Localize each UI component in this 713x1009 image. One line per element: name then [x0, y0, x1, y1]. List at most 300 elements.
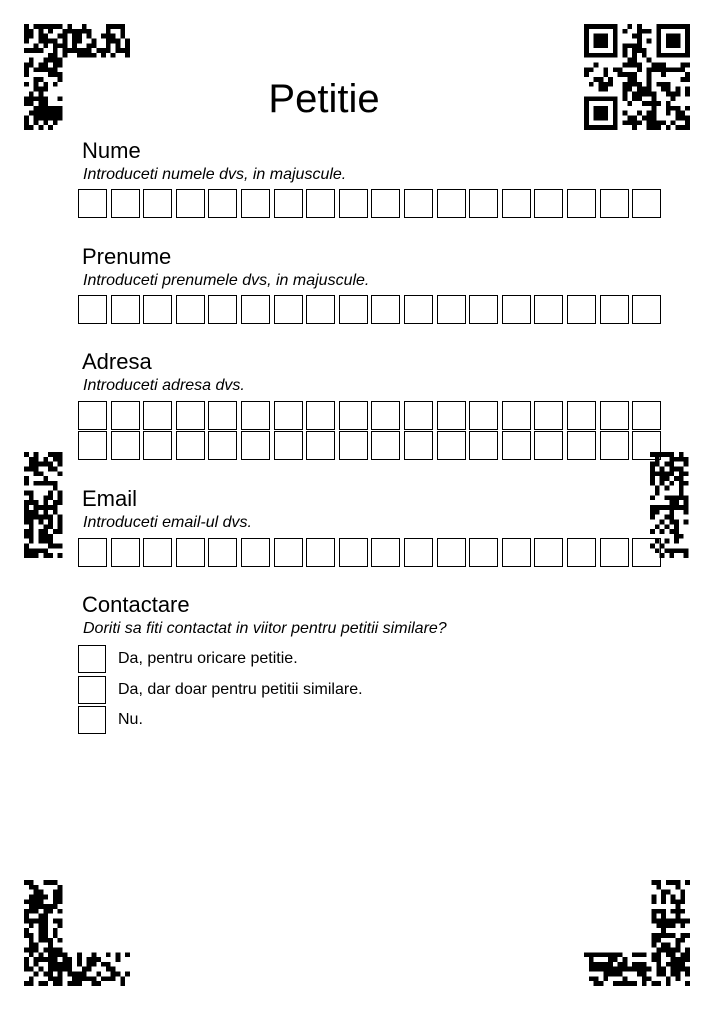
mark-module — [53, 67, 58, 72]
mark-module — [685, 87, 690, 92]
character-box[interactable] — [306, 401, 335, 430]
mark-module — [676, 943, 681, 948]
character-box[interactable] — [241, 189, 270, 218]
character-box[interactable] — [371, 431, 400, 460]
mark-module — [38, 34, 43, 39]
character-box[interactable] — [469, 189, 498, 218]
mark-module — [685, 952, 690, 957]
mark-module — [38, 529, 43, 534]
mark-module — [111, 976, 116, 981]
mark-module — [43, 914, 48, 919]
character-box[interactable] — [371, 189, 400, 218]
mark-module — [82, 976, 87, 981]
mark-module — [106, 48, 111, 53]
character-box[interactable] — [176, 538, 205, 567]
mark-module — [58, 24, 63, 29]
mark-module — [43, 524, 48, 529]
character-box[interactable] — [339, 538, 368, 567]
character-box[interactable] — [208, 431, 237, 460]
mark-module — [679, 466, 684, 471]
mark-module — [651, 106, 656, 111]
mark-module — [656, 938, 661, 943]
mark-module — [67, 957, 72, 962]
character-box[interactable] — [502, 401, 531, 430]
mark-module — [589, 962, 594, 967]
mark-module — [651, 111, 656, 116]
character-box[interactable] — [534, 401, 563, 430]
character-box[interactable] — [632, 431, 661, 460]
mark-module — [666, 106, 671, 111]
mark-module — [53, 890, 58, 895]
mark-module — [632, 58, 637, 63]
mark-module — [603, 67, 608, 72]
mark-module — [664, 548, 669, 553]
mark-module — [58, 452, 63, 457]
mark-module — [53, 957, 58, 962]
character-box[interactable] — [404, 431, 433, 460]
mark-module — [664, 539, 669, 544]
mark-module — [34, 919, 39, 924]
mark-module — [43, 510, 48, 515]
mark-module — [91, 952, 96, 957]
mark-module — [671, 923, 676, 928]
mark-module — [48, 962, 53, 967]
mark-module — [671, 947, 676, 952]
mark-module — [101, 976, 106, 981]
checkbox[interactable] — [78, 645, 106, 673]
mark-module — [111, 34, 116, 39]
character-box[interactable] — [241, 538, 270, 567]
mark-module — [58, 462, 63, 467]
contact-option-similar[interactable] — [78, 675, 363, 704]
mark-module — [603, 976, 608, 981]
character-box[interactable] — [111, 295, 140, 324]
character-box[interactable] — [274, 538, 303, 567]
mark-module — [584, 67, 589, 72]
mark-module — [82, 29, 87, 34]
checkbox[interactable] — [78, 706, 106, 734]
character-box[interactable] — [339, 189, 368, 218]
email-input-boxes[interactable] — [78, 538, 661, 567]
mark-module — [679, 457, 684, 462]
mark-module — [29, 938, 34, 943]
mark-module — [34, 899, 39, 904]
mark-module — [650, 471, 655, 476]
mark-module — [623, 957, 628, 962]
mark-module — [48, 462, 53, 467]
character-box[interactable] — [404, 295, 433, 324]
character-box[interactable] — [567, 295, 596, 324]
mark-module — [91, 38, 96, 43]
checkbox[interactable] — [78, 676, 106, 704]
character-box[interactable] — [176, 401, 205, 430]
mark-module — [43, 947, 48, 952]
mark-module — [116, 952, 121, 957]
character-box[interactable] — [437, 538, 466, 567]
mark-module — [627, 967, 632, 972]
mark-module — [650, 510, 655, 515]
mark-module — [48, 544, 53, 549]
character-box[interactable] — [437, 189, 466, 218]
mark-module — [63, 48, 68, 53]
mark-module — [38, 67, 43, 72]
mark-module — [38, 890, 43, 895]
mark-module — [106, 962, 111, 967]
character-box[interactable] — [339, 295, 368, 324]
mark-module — [29, 553, 34, 558]
mark-module — [77, 48, 82, 53]
character-box[interactable] — [274, 401, 303, 430]
mark-module — [650, 515, 655, 520]
mark-module — [594, 981, 599, 986]
adresa-input-boxes-line-2[interactable] — [78, 431, 661, 460]
mark-module — [679, 491, 684, 496]
mark-module — [637, 967, 642, 972]
character-box[interactable] — [78, 431, 107, 460]
mark-module — [656, 923, 661, 928]
mark-module — [53, 24, 58, 29]
mark-module — [29, 125, 34, 130]
mark-module — [63, 957, 68, 962]
character-box[interactable] — [208, 401, 237, 430]
mark-module — [680, 111, 685, 116]
mark-module — [43, 539, 48, 544]
mark-module — [34, 471, 39, 476]
mark-module — [623, 976, 628, 981]
character-box[interactable] — [600, 431, 629, 460]
mark-module — [651, 96, 656, 101]
mark-module — [125, 53, 130, 58]
mark-module — [660, 481, 665, 486]
mark-module — [674, 500, 679, 505]
mark-module — [685, 72, 690, 77]
mark-module — [29, 48, 34, 53]
character-box[interactable] — [208, 189, 237, 218]
mark-module — [38, 48, 43, 53]
mark-module — [53, 981, 58, 986]
character-box[interactable] — [534, 538, 563, 567]
mark-module — [43, 923, 48, 928]
mark-module — [679, 476, 684, 481]
mark-module — [650, 481, 655, 486]
mark-module — [125, 48, 130, 53]
character-box[interactable] — [371, 295, 400, 324]
mark-module — [48, 938, 53, 943]
mark-module — [48, 524, 53, 529]
character-box[interactable] — [371, 401, 400, 430]
mark-module — [664, 476, 669, 481]
character-box[interactable] — [404, 189, 433, 218]
character-box[interactable] — [469, 538, 498, 567]
character-box[interactable] — [111, 189, 140, 218]
mark-module — [656, 885, 661, 890]
mark-module — [669, 515, 674, 520]
mark-module — [666, 34, 680, 48]
mark-module — [685, 967, 690, 972]
mark-module — [72, 972, 77, 977]
mark-module — [38, 24, 43, 29]
mark-module — [651, 120, 656, 125]
contact-option-label: Nu. — [118, 710, 143, 728]
character-box[interactable] — [274, 295, 303, 324]
mark-module — [642, 48, 647, 53]
mark-module — [96, 957, 101, 962]
mark-module — [671, 962, 676, 967]
mark-module — [53, 976, 58, 981]
mark-module — [58, 544, 63, 549]
mark-module — [676, 938, 681, 943]
mark-module — [623, 962, 628, 967]
character-box[interactable] — [632, 538, 661, 567]
mark-module — [63, 43, 68, 48]
character-box[interactable] — [111, 401, 140, 430]
mark-module — [676, 885, 681, 890]
mark-module — [53, 500, 58, 505]
mark-module — [53, 481, 58, 486]
mark-module — [87, 43, 92, 48]
character-box[interactable] — [274, 431, 303, 460]
mark-module — [685, 106, 690, 111]
mark-module — [680, 67, 685, 72]
character-box[interactable] — [600, 401, 629, 430]
mark-module — [82, 24, 87, 29]
mark-module — [679, 495, 684, 500]
character-box[interactable] — [78, 189, 107, 218]
mark-module — [684, 505, 689, 510]
mark-module — [38, 904, 43, 909]
mark-module — [77, 952, 82, 957]
character-box[interactable] — [567, 189, 596, 218]
mark-module — [63, 38, 68, 43]
mark-module — [53, 967, 58, 972]
character-box[interactable] — [143, 538, 172, 567]
mark-module — [29, 63, 34, 68]
mark-module — [43, 894, 48, 899]
mark-module — [651, 914, 656, 919]
section-label-nume: Nume — [82, 138, 141, 163]
mark-module — [72, 981, 77, 986]
mark-module — [598, 952, 603, 957]
mark-module — [651, 91, 656, 96]
character-box[interactable] — [632, 189, 661, 218]
mark-module — [38, 38, 43, 43]
character-box[interactable] — [339, 431, 368, 460]
mark-module — [685, 120, 690, 125]
character-box[interactable] — [143, 189, 172, 218]
mark-module — [43, 981, 48, 986]
character-box[interactable] — [306, 295, 335, 324]
character-box[interactable] — [143, 401, 172, 430]
mark-module — [680, 894, 685, 899]
character-box[interactable] — [600, 189, 629, 218]
character-box[interactable] — [567, 538, 596, 567]
character-box[interactable] — [78, 401, 107, 430]
mark-module — [666, 947, 671, 952]
character-box[interactable] — [534, 295, 563, 324]
character-box[interactable] — [600, 538, 629, 567]
mark-module — [53, 486, 58, 491]
mark-module — [656, 952, 661, 957]
mark-module — [67, 48, 72, 53]
character-box[interactable] — [469, 431, 498, 460]
character-box[interactable] — [437, 401, 466, 430]
character-box[interactable] — [143, 295, 172, 324]
page-title: Petitie — [268, 77, 380, 121]
mark-module — [87, 29, 92, 34]
mark-module — [656, 947, 661, 952]
mark-module — [660, 471, 665, 476]
mark-module — [72, 29, 77, 34]
mark-module — [661, 923, 666, 928]
mark-module — [684, 481, 689, 486]
character-box[interactable] — [208, 295, 237, 324]
character-box[interactable] — [437, 431, 466, 460]
mark-module — [58, 553, 63, 558]
mark-module — [29, 524, 34, 529]
mark-module — [24, 947, 29, 952]
mark-module — [34, 943, 39, 948]
mark-module — [666, 952, 671, 957]
mark-module — [676, 909, 681, 914]
mark-module — [651, 909, 656, 914]
mark-module — [680, 899, 685, 904]
mark-module — [680, 952, 685, 957]
character-box[interactable] — [306, 189, 335, 218]
mark-module — [613, 967, 618, 972]
character-box[interactable] — [469, 295, 498, 324]
mark-module — [58, 890, 63, 895]
mark-module — [632, 43, 637, 48]
mark-module — [29, 943, 34, 948]
section-instruction-email: Introduceti email-ul dvs. — [83, 514, 252, 531]
prenume-input-boxes[interactable] — [78, 295, 661, 324]
mark-module — [632, 967, 637, 972]
mark-module — [680, 933, 685, 938]
character-box[interactable] — [306, 538, 335, 567]
mark-module — [24, 553, 29, 558]
adresa-input-boxes-line-1[interactable] — [78, 401, 661, 430]
character-box[interactable] — [567, 431, 596, 460]
character-box[interactable] — [176, 431, 205, 460]
mark-module — [680, 957, 685, 962]
character-box[interactable] — [632, 401, 661, 430]
mark-module — [43, 500, 48, 505]
mark-module — [87, 967, 92, 972]
section-label-contactare: Contactare — [82, 592, 190, 617]
character-box[interactable] — [567, 401, 596, 430]
character-box[interactable] — [176, 295, 205, 324]
character-box[interactable] — [371, 538, 400, 567]
character-box[interactable] — [534, 431, 563, 460]
character-box[interactable] — [339, 401, 368, 430]
mark-module — [58, 63, 63, 68]
character-box[interactable] — [632, 295, 661, 324]
character-box[interactable] — [534, 189, 563, 218]
character-box[interactable] — [143, 431, 172, 460]
character-box[interactable] — [437, 295, 466, 324]
mark-module — [685, 981, 690, 986]
mark-module — [24, 529, 29, 534]
mark-module — [603, 952, 608, 957]
mark-module — [67, 967, 72, 972]
character-box[interactable] — [241, 431, 270, 460]
mark-module — [24, 919, 29, 924]
mark-module — [632, 53, 637, 58]
mark-module — [58, 885, 63, 890]
mark-module — [29, 457, 34, 462]
character-box[interactable] — [404, 401, 433, 430]
character-box[interactable] — [469, 401, 498, 430]
character-box[interactable] — [600, 295, 629, 324]
mark-module — [34, 962, 39, 967]
character-box[interactable] — [78, 538, 107, 567]
mark-module — [38, 63, 43, 68]
mark-module — [53, 952, 58, 957]
mark-module — [685, 63, 690, 68]
mark-module — [72, 976, 77, 981]
character-box[interactable] — [111, 431, 140, 460]
character-box[interactable] — [502, 538, 531, 567]
mark-module — [24, 914, 29, 919]
character-box[interactable] — [241, 401, 270, 430]
mark-module — [29, 515, 34, 520]
character-box[interactable] — [241, 295, 270, 324]
contact-option-label: Da, pentru oricare petitie. — [118, 649, 298, 667]
mark-module — [29, 462, 34, 467]
character-box[interactable] — [78, 295, 107, 324]
mark-module — [680, 890, 685, 895]
character-box[interactable] — [502, 295, 531, 324]
character-box[interactable] — [502, 431, 531, 460]
character-box[interactable] — [502, 189, 531, 218]
character-box[interactable] — [306, 431, 335, 460]
mark-module — [656, 967, 661, 972]
contact-option-label: Da, dar doar pentru petitii similare. — [118, 680, 363, 698]
nume-input-boxes[interactable] — [78, 189, 661, 218]
mark-module — [647, 125, 652, 130]
mark-module — [676, 919, 681, 924]
character-box[interactable] — [404, 538, 433, 567]
mark-module — [637, 48, 642, 53]
mark-module — [24, 29, 29, 34]
character-box[interactable] — [111, 538, 140, 567]
character-box[interactable] — [176, 189, 205, 218]
mark-module — [679, 548, 684, 553]
mark-module — [676, 899, 681, 904]
mark-module — [642, 972, 647, 977]
mark-module — [38, 515, 43, 520]
mark-module — [43, 457, 48, 462]
mark-module — [594, 967, 599, 972]
section-label-prenume: Prenume — [82, 244, 172, 269]
mark-module — [671, 96, 676, 101]
mark-module — [666, 923, 671, 928]
mark-module — [666, 101, 671, 106]
character-box[interactable] — [208, 538, 237, 567]
mark-module — [671, 120, 676, 125]
mark-module — [72, 48, 77, 53]
contact-option-no[interactable] — [78, 705, 143, 734]
mark-module — [38, 125, 43, 130]
mark-module — [627, 24, 632, 29]
mark-module — [24, 491, 29, 496]
character-box[interactable] — [274, 189, 303, 218]
mark-module — [43, 919, 48, 924]
mark-module — [24, 933, 29, 938]
contact-option-any[interactable] — [78, 644, 298, 673]
mark-module — [656, 972, 661, 977]
mark-module — [651, 899, 656, 904]
